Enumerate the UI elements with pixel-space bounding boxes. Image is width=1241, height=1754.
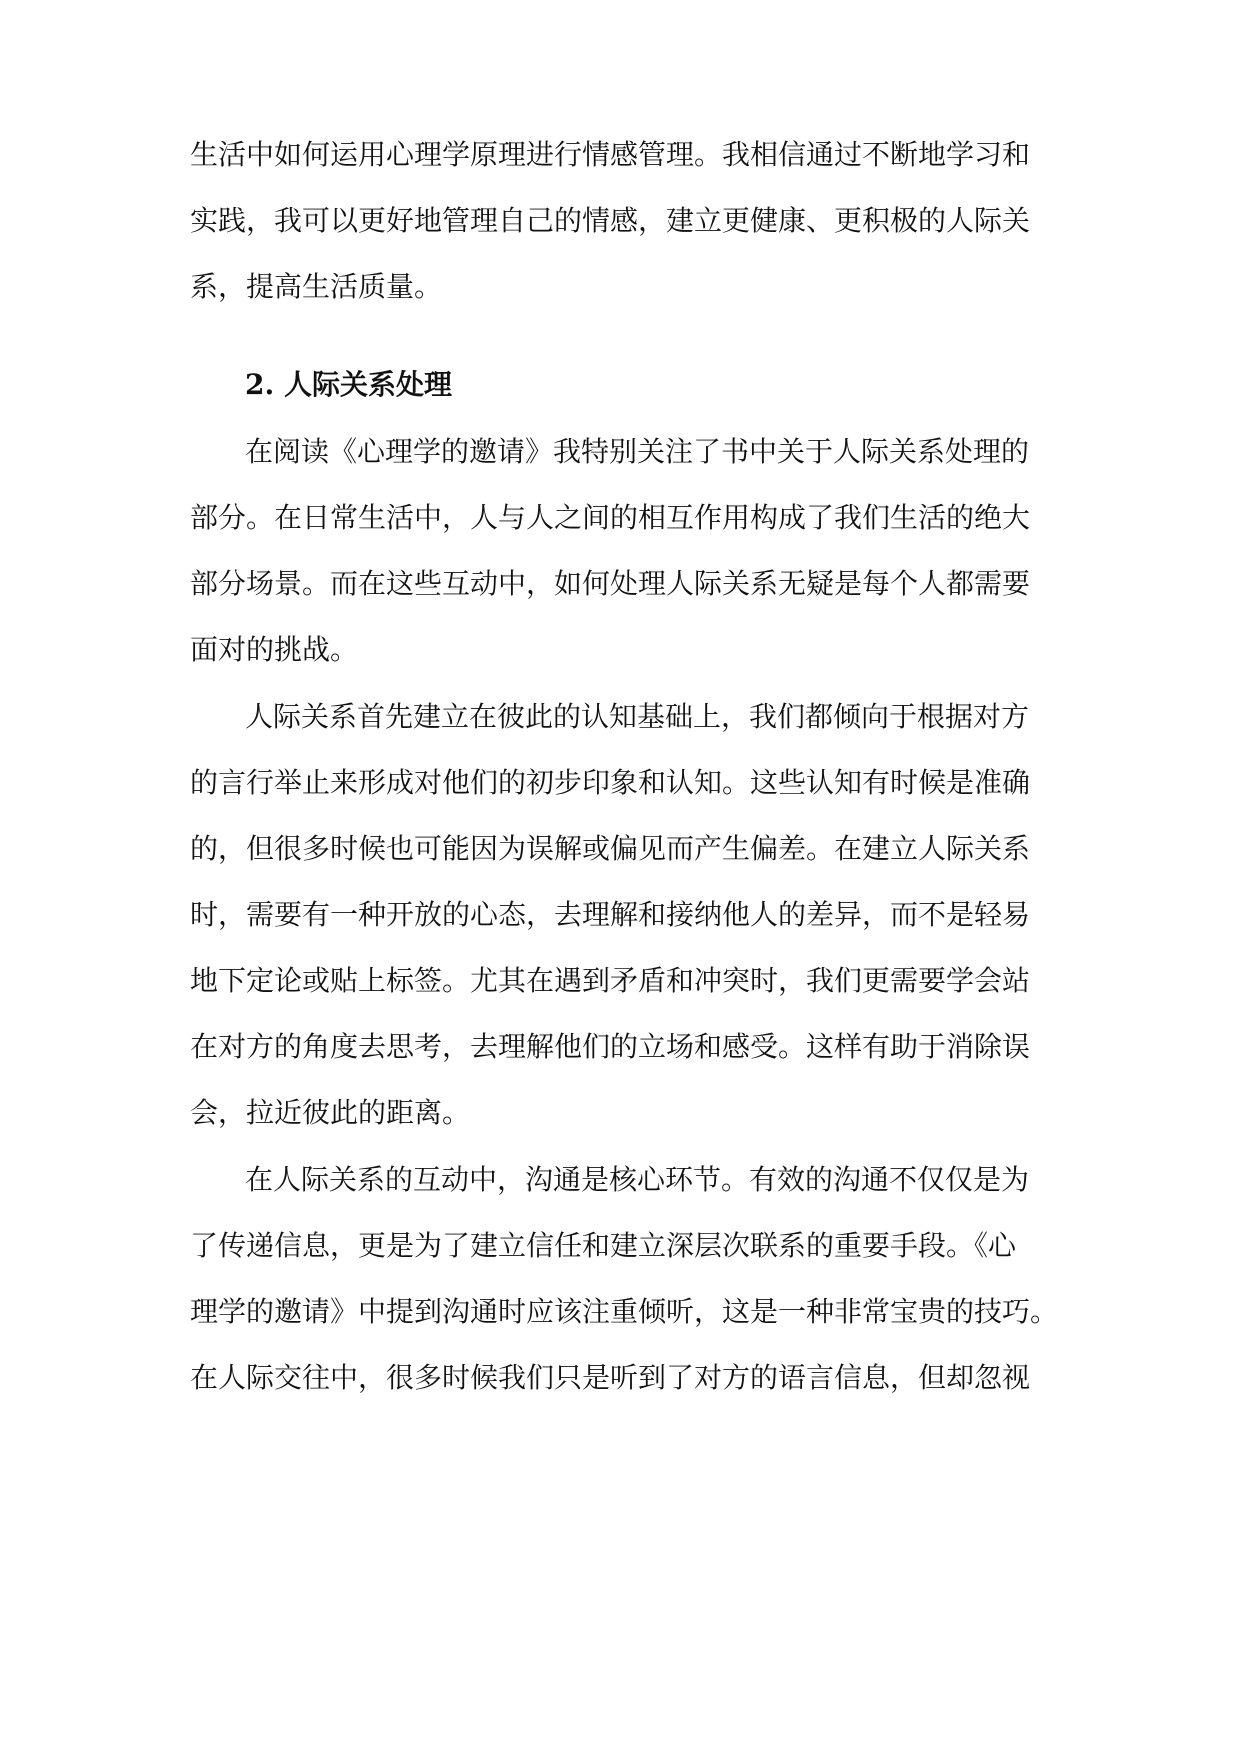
paragraph-line: 了传递信息，更是为了建立信任和建立深层次联系的重要手段。《心: [190, 1229, 1017, 1262]
paragraph-line: 在阅读《心理学的邀请》我特别关注了书中关于人际关系处理的: [245, 435, 1030, 468]
paragraph-line: 生活中如何运用心理学原理进行情感管理。我相信通过不断地学习和: [190, 138, 1031, 171]
paragraph-line: 在对方的角度去思考，去理解他们的立场和感受。这样有助于消除误: [190, 1030, 1031, 1063]
paragraph-line: 面对的挑战。: [190, 633, 359, 666]
paragraph-line: 实践，我可以更好地管理自己的情感，建立更健康、更积极的人际关: [190, 204, 1031, 237]
paragraph-line: 时，需要有一种开放的心态，去理解和接纳他人的差异，而不是轻易: [190, 898, 1031, 931]
paragraph-line: 部分。在日常生活中，人与人之间的相互作用构成了我们生活的绝大: [190, 501, 1031, 534]
paragraph-line: 部分场景。而在这些互动中，如何处理人际关系无疑是每个人都需要: [190, 567, 1031, 600]
paragraph-line: 人际关系首先建立在彼此的认知基础上，我们都倾向于根据对方: [245, 700, 1030, 733]
paragraph-line: 系，提高生活质量。: [190, 270, 443, 303]
paragraph-line: 理学的邀请》中提到沟通时应该注重倾听，这是一种非常宝贵的技巧。: [190, 1295, 1059, 1328]
paragraph-line: 的，但很多时候也可能因为误解或偏见而产生偏差。在建立人际关系: [190, 832, 1031, 865]
paragraph-line: 会，拉近彼此的距离。: [190, 1096, 471, 1129]
paragraph-line: 在人际关系的互动中，沟通是核心环节。有效的沟通不仅仅是为: [245, 1163, 1030, 1196]
paragraph-line: 地下定论或贴上标签。尤其在遇到矛盾和冲突时，我们更需要学会站: [190, 964, 1031, 997]
section-heading: 2. 人际关系处理: [245, 368, 452, 401]
paragraph-line: 的言行举止来形成对他们的初步印象和认知。这些认知有时候是准确: [190, 766, 1031, 799]
paragraph-line: 在人际交往中，很多时候我们只是听到了对方的语言信息，但却忽视: [190, 1361, 1031, 1394]
